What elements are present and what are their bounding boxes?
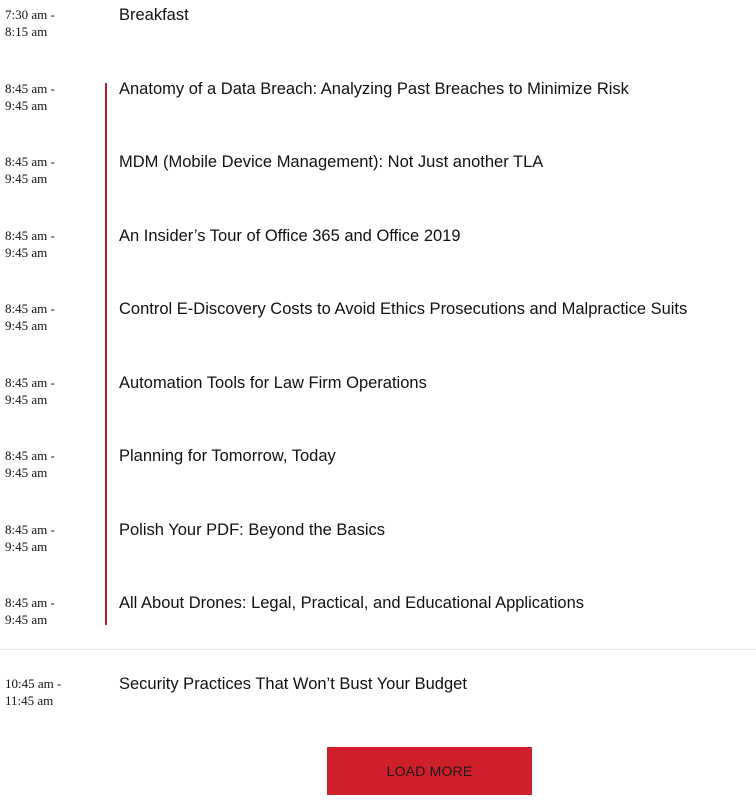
session-row[interactable] bbox=[0, 368, 756, 428]
session-time bbox=[5, 80, 105, 114]
load-more-button[interactable]: LOAD MORE bbox=[327, 747, 532, 795]
session-row[interactable] bbox=[0, 669, 756, 729]
session-time-end: 9:45 am bbox=[5, 612, 48, 627]
session-row[interactable] bbox=[0, 0, 756, 60]
session-row[interactable] bbox=[0, 74, 756, 134]
session-time bbox=[5, 447, 105, 481]
session-row[interactable] bbox=[0, 441, 756, 501]
session-time-end: 9:45 am bbox=[5, 392, 48, 407]
session-row[interactable] bbox=[0, 515, 756, 575]
session-time-start: 7:30 am - bbox=[5, 7, 55, 22]
session-time-end: 9:45 am bbox=[5, 465, 48, 480]
session-time-start: 8:45 am - bbox=[5, 228, 55, 243]
session-title-link[interactable]: Automation Tools for Law Firm Operations bbox=[119, 374, 427, 392]
session-time-start: 8:45 am - bbox=[5, 448, 55, 463]
session-title-link[interactable]: Polish Your PDF: Beyond the Basics bbox=[119, 521, 385, 539]
session-time-start: 10:45 am - bbox=[5, 676, 62, 691]
session-time-start: 8:45 am - bbox=[5, 154, 55, 169]
session-time bbox=[5, 594, 105, 628]
session-time-end: 9:45 am bbox=[5, 539, 48, 554]
session-row[interactable] bbox=[0, 221, 756, 281]
session-time bbox=[5, 300, 105, 334]
session-time bbox=[5, 675, 105, 709]
session-title-link[interactable]: Anatomy of a Data Breach: Analyzing Past Breaches to Minimize Risk bbox=[119, 80, 629, 98]
session-time-start: 8:45 am - bbox=[5, 301, 55, 316]
session-time bbox=[5, 227, 105, 261]
session-row[interactable] bbox=[0, 147, 756, 207]
session-title-link[interactable]: MDM (Mobile Device Management): Not Just another TLA bbox=[119, 153, 544, 171]
section-divider bbox=[0, 649, 756, 650]
session-title-link[interactable]: Planning for Tomorrow, Today bbox=[119, 447, 336, 465]
session-time-end: 9:45 am bbox=[5, 245, 48, 260]
session-time bbox=[5, 374, 105, 408]
session-time-end: 11:45 am bbox=[5, 693, 54, 708]
session-title-link[interactable]: An Insider’s Tour of Office 365 and Office 2019 bbox=[119, 227, 461, 245]
session-title-link[interactable]: Security Practices That Won’t Bust Your Budget bbox=[119, 675, 467, 693]
session-title-link[interactable]: Control E-Discovery Costs to Avoid Ethics Prosecutions and Malpractice Suits bbox=[119, 300, 688, 318]
session-time-end: 9:45 am bbox=[5, 98, 48, 113]
session-time-start: 8:45 am - bbox=[5, 375, 55, 390]
session-time bbox=[5, 153, 105, 187]
session-row[interactable] bbox=[0, 294, 756, 354]
session-time-start: 8:45 am - bbox=[5, 81, 55, 96]
session-time-end: 8:15 am bbox=[5, 24, 48, 39]
session-time-start: 8:45 am - bbox=[5, 595, 55, 610]
session-title-link[interactable]: All About Drones: Legal, Practical, and Educational Applications bbox=[119, 594, 585, 612]
session-time bbox=[5, 521, 105, 555]
session-time-end: 9:45 am bbox=[5, 318, 48, 333]
session-time bbox=[5, 6, 105, 40]
session-row[interactable] bbox=[0, 588, 756, 648]
session-time-end: 9:45 am bbox=[5, 171, 48, 186]
session-title-link[interactable]: Breakfast bbox=[119, 6, 189, 24]
session-time-start: 8:45 am - bbox=[5, 522, 55, 537]
